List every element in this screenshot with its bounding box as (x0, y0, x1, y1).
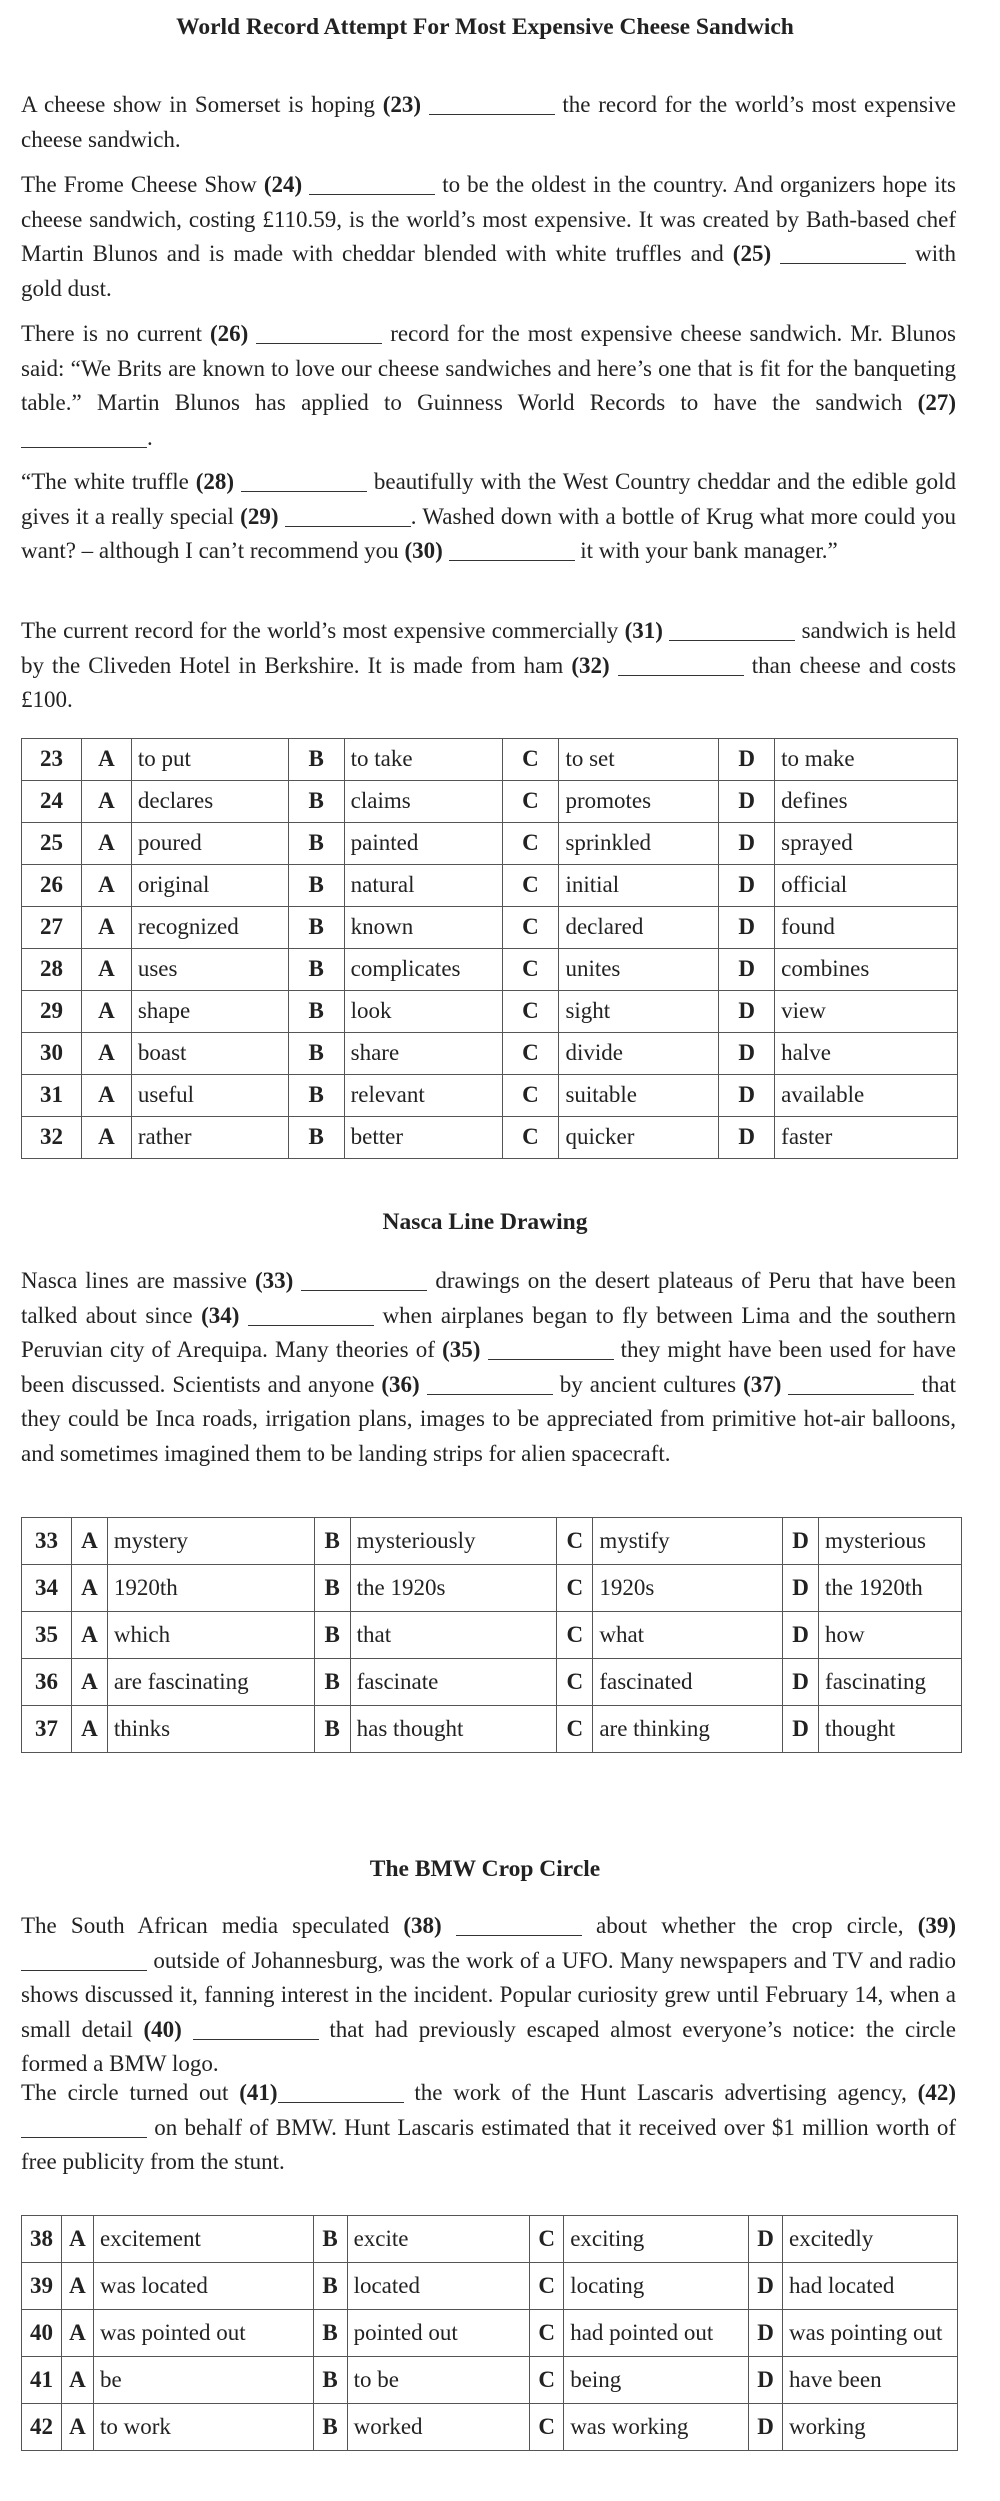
letter-d: D (719, 823, 775, 865)
option-c-32[interactable]: quicker (559, 1117, 719, 1159)
option-a-27[interactable]: recognized (131, 907, 288, 949)
question-row-41 (22, 2357, 958, 2404)
letter-c: C (557, 1518, 593, 1565)
letter-b: B (313, 2404, 347, 2451)
option-c-24[interactable]: promotes (559, 781, 719, 823)
letter-a: A (81, 781, 131, 823)
answer-blank-31[interactable] (669, 618, 795, 641)
question-row-25 (22, 823, 958, 865)
option-a-35[interactable]: which (107, 1612, 314, 1659)
option-b-41[interactable]: to be (347, 2357, 530, 2404)
text: to be the oldest in the country. And organizers hope its cheese sandwich, costing £110.59, is the world’s most expensive. It was created by Bath-based chef Martin Blunos and is made with cheddar blended with white truffles and (21, 172, 956, 266)
letter-a: A (81, 991, 131, 1033)
text: that had previously escaped almost everyone’s notice: the circle formed a BMW logo. (21, 2016, 957, 2076)
option-c-27[interactable]: declared (559, 907, 719, 949)
letter-b: B (288, 781, 344, 823)
option-d-24[interactable]: defines (775, 781, 958, 823)
option-d-42[interactable]: working (783, 2404, 958, 2451)
option-c-23[interactable]: to set (559, 739, 719, 781)
letter-d: D (749, 2357, 783, 2404)
letter-c: C (502, 739, 559, 781)
answer-blank-25[interactable] (780, 241, 906, 264)
text: sandwich is held by the Cliveden Hotel in Berkshire. It is made from ham (21, 618, 957, 678)
question-row-30 (22, 1033, 958, 1075)
option-d-30[interactable]: halve (775, 1033, 958, 1075)
text: “The white truffle (21, 469, 196, 494)
text: it with your bank manager.” (580, 538, 838, 563)
question-number: (37) (743, 1371, 782, 1397)
option-a-38[interactable]: excitement (93, 2216, 313, 2263)
question-row-28 (22, 949, 958, 991)
letter-a: A (81, 1075, 131, 1117)
option-b-30[interactable]: share (344, 1033, 502, 1075)
letter-a: A (81, 1033, 131, 1075)
letter-d: D (783, 1612, 819, 1659)
option-c-35[interactable]: what (593, 1612, 783, 1659)
answer-blank-27[interactable] (21, 425, 147, 448)
text: The circle turned out (21, 2080, 240, 2105)
option-c-38[interactable]: exciting (564, 2216, 749, 2263)
letter-b: B (314, 1612, 350, 1659)
option-b-40[interactable]: pointed out (347, 2310, 530, 2357)
letter-b: B (288, 1033, 344, 1075)
question-number: (33) (254, 1268, 294, 1293)
letter-b: B (314, 1518, 350, 1565)
text: There is no current (21, 321, 210, 346)
text: on behalf of BMW. Hunt Lascaris estimated that it received over $1 million worth of free publicity from the stunt. (21, 2114, 956, 2174)
text: by ancient cultures (559, 1371, 744, 1397)
option-d-33[interactable]: mysterious (819, 1518, 962, 1565)
question-number-cell: 25 (22, 823, 82, 865)
option-c-31[interactable]: suitable (559, 1075, 719, 1117)
letter-a: A (81, 949, 131, 991)
question-number-cell: 31 (22, 1075, 82, 1117)
option-c-36[interactable]: fascinated (593, 1659, 783, 1706)
option-d-25[interactable]: sprayed (775, 823, 958, 865)
text: with gold dust. (21, 241, 956, 301)
letter-d: D (719, 1033, 775, 1075)
letter-d: D (749, 2263, 783, 2310)
option-c-42[interactable]: was working (564, 2404, 749, 2451)
text: the record for the world’s most expensive cheese sandwich. (21, 92, 956, 152)
question-row-33 (22, 1518, 962, 1565)
letter-c: C (530, 2310, 564, 2357)
question-number-cell: 32 (22, 1117, 82, 1159)
question-number: (34) (201, 1302, 240, 1328)
question-number: (24) (263, 172, 303, 197)
letter-d: D (719, 991, 775, 1033)
option-d-37[interactable]: thought (819, 1706, 962, 1753)
letter-d: D (783, 1518, 819, 1565)
letter-b: B (313, 2216, 347, 2263)
question-row-38 (22, 2216, 958, 2263)
option-c-41[interactable]: being (564, 2357, 749, 2404)
option-d-29[interactable]: view (775, 991, 958, 1033)
letter-a: A (61, 2310, 93, 2357)
option-b-24[interactable]: claims (344, 781, 502, 823)
question-number-cell: 35 (22, 1612, 72, 1659)
letter-d: D (719, 865, 775, 907)
text: that they could be Inca roads, irrigation plans, images to be appreciated from primitive hot-air balloons, and sometimes imagined them to be landing strips for alien spacecraft. (21, 1371, 957, 1466)
option-a-28[interactable]: uses (131, 949, 288, 991)
question-number-cell: 29 (22, 991, 82, 1033)
option-a-26[interactable]: original (131, 865, 288, 907)
text: The South African media speculated (21, 1913, 404, 1938)
option-b-42[interactable]: worked (347, 2404, 530, 2451)
letter-c: C (502, 823, 559, 865)
question-number: (29) (240, 503, 279, 529)
question-row-23 (22, 739, 958, 781)
option-a-40[interactable]: was pointed out (93, 2310, 313, 2357)
letter-b: B (314, 1706, 350, 1753)
option-c-33[interactable]: mystify (593, 1518, 783, 1565)
option-d-32[interactable]: faster (775, 1117, 958, 1159)
letter-a: A (81, 907, 131, 949)
text: than cheese and costs £100. (21, 652, 957, 712)
question-number-cell: 34 (22, 1565, 72, 1612)
option-a-24[interactable]: declares (131, 781, 288, 823)
option-b-37[interactable]: has thought (350, 1706, 557, 1753)
option-b-31[interactable]: relevant (344, 1075, 502, 1117)
answer-blank-34[interactable] (248, 1303, 374, 1326)
text: Nasca lines are massive (21, 1268, 255, 1293)
option-d-28[interactable]: combines (775, 949, 958, 991)
option-b-35[interactable]: that (350, 1612, 557, 1659)
option-a-41[interactable]: be (93, 2357, 313, 2404)
letter-c: C (530, 2263, 564, 2310)
text: when airplanes began to fly between Lima and the southern Peruvian city of Arequipa. Many theories of (21, 1302, 957, 1362)
letter-d: D (719, 781, 775, 823)
answer-blank-33[interactable] (301, 1268, 427, 1291)
option-c-40[interactable]: had pointed out (564, 2310, 749, 2357)
letter-b: B (314, 1659, 350, 1706)
answer-blank-40[interactable] (193, 2017, 319, 2040)
question-number-cell: 42 (22, 2404, 62, 2451)
text: about whether the crop circle, (596, 1913, 918, 1938)
question-row-35 (22, 1612, 962, 1659)
question-number: (40) (143, 2016, 182, 2042)
option-b-34[interactable]: the 1920s (350, 1565, 557, 1612)
letter-d: D (783, 1659, 819, 1706)
question-number-cell: 36 (22, 1659, 72, 1706)
option-b-27[interactable]: known (344, 907, 502, 949)
question-number-cell: 37 (22, 1706, 72, 1753)
question-number: (38) (403, 1913, 442, 1938)
paragraph-4 (21, 465, 956, 569)
letter-c: C (557, 1565, 593, 1612)
question-number: (23) (382, 92, 422, 117)
options-table-3 (21, 2215, 958, 2451)
question-number-cell: 38 (22, 2216, 62, 2263)
question-row-36 (22, 1659, 962, 1706)
option-c-37[interactable]: are thinking (593, 1706, 783, 1753)
option-a-31[interactable]: useful (131, 1075, 288, 1117)
letter-a: A (71, 1706, 107, 1753)
answer-blank-32[interactable] (618, 653, 744, 676)
letter-d: D (749, 2404, 783, 2451)
letter-d: D (719, 1117, 775, 1159)
letter-c: C (502, 1033, 559, 1075)
letter-b: B (288, 865, 344, 907)
question-number: (26) (209, 321, 249, 346)
letter-c: C (530, 2357, 564, 2404)
letter-c: C (502, 907, 559, 949)
answer-blank-38[interactable] (456, 1913, 582, 1936)
question-row-31 (22, 1075, 958, 1117)
section-title-cheese: World Record Attempt For Most Expensive Cheese Sandwich (176, 14, 794, 40)
letter-d: D (719, 1075, 775, 1117)
text: beautifully with the West Country cheddar and the edible gold gives it a really special (21, 469, 957, 529)
letter-c: C (502, 781, 559, 823)
answer-blank-28[interactable] (241, 469, 367, 492)
paragraph-1 (21, 88, 956, 157)
question-number: (27) (917, 390, 956, 415)
option-a-39[interactable]: was located (93, 2263, 313, 2310)
question-number-cell: 27 (22, 907, 82, 949)
letter-a: A (61, 2357, 93, 2404)
option-b-38[interactable]: excite (347, 2216, 530, 2263)
option-b-33[interactable]: mysteriously (350, 1518, 557, 1565)
text: the work of the Hunt Lascaris advertising agency, (414, 2080, 918, 2105)
answer-blank-26[interactable] (256, 321, 382, 344)
text: . Washed down with a bottle of Krug what more could you want? – although I can’t recommend you (21, 503, 956, 563)
answer-blank-30[interactable] (449, 538, 575, 561)
question-row-42 (22, 2404, 958, 2451)
option-d-35[interactable]: how (819, 1612, 962, 1659)
paragraph-bmw-1 (21, 1909, 956, 2082)
letter-d: D (719, 739, 775, 781)
letter-d: D (749, 2310, 783, 2357)
letter-b: B (288, 907, 344, 949)
question-number: (32) (571, 652, 610, 678)
answer-blank-23[interactable] (429, 92, 555, 115)
letter-b: B (288, 1075, 344, 1117)
question-number-cell: 39 (22, 2263, 62, 2310)
option-a-33[interactable]: mystery (107, 1518, 314, 1565)
option-c-30[interactable]: divide (559, 1033, 719, 1075)
option-d-38[interactable]: excitedly (783, 2216, 958, 2263)
question-number: (25) (732, 241, 772, 266)
letter-d: D (783, 1706, 819, 1753)
option-a-29[interactable]: shape (131, 991, 288, 1033)
option-a-37[interactable]: thinks (107, 1706, 314, 1753)
letter-a: A (81, 823, 131, 865)
text: they might have been used for have been discussed. Scientists and anyone (21, 1337, 957, 1397)
question-number-cell: 40 (22, 2310, 62, 2357)
letter-a: A (71, 1659, 107, 1706)
letter-a: A (81, 1117, 131, 1159)
option-c-28[interactable]: unites (559, 949, 719, 991)
option-c-25[interactable]: sprinkled (559, 823, 719, 865)
text: The Frome Cheese Show (21, 172, 264, 197)
option-b-28[interactable]: complicates (344, 949, 502, 991)
option-b-26[interactable]: natural (344, 865, 502, 907)
option-c-34[interactable]: 1920s (593, 1565, 783, 1612)
letter-c: C (502, 1117, 559, 1159)
options-table-1 (21, 738, 958, 1159)
letter-b: B (288, 991, 344, 1033)
answer-blank-37[interactable] (788, 1372, 914, 1395)
option-c-26[interactable]: initial (559, 865, 719, 907)
text: outside of Johannesburg, was the work of a UFO. Many newspapers and TV and radio shows discussed it, fanning interest in the incident. Popular curiosity grew until February 14, when a small detail (21, 1947, 956, 2042)
letter-c: C (530, 2404, 564, 2451)
option-d-40[interactable]: was pointing out (783, 2310, 958, 2357)
option-d-27[interactable]: found (775, 907, 958, 949)
letter-c: C (502, 1075, 559, 1117)
text: A cheese show in Somerset is hoping (21, 92, 383, 117)
letter-c: C (530, 2216, 564, 2263)
option-c-39[interactable]: locating (564, 2263, 749, 2310)
answer-blank-42[interactable] (21, 2115, 147, 2138)
letter-c: C (502, 991, 559, 1033)
letter-a: A (71, 1612, 107, 1659)
question-number-cell: 24 (22, 781, 82, 823)
answer-blank-35[interactable] (488, 1337, 614, 1360)
question-row-34 (22, 1565, 962, 1612)
paragraph-5 (21, 614, 956, 718)
question-row-24 (22, 781, 958, 823)
question-row-39 (22, 2263, 958, 2310)
letter-d: D (719, 907, 775, 949)
letter-a: A (81, 865, 131, 907)
letter-b: B (288, 739, 344, 781)
option-b-25[interactable]: painted (344, 823, 502, 865)
option-a-25[interactable]: poured (131, 823, 288, 865)
text: record for the most expensive cheese sandwich. Mr. Blunos said: “We Brits are known to love our cheese sandwiches and here’s one that is fit for the banqueting table.” Martin Blunos has applied to Guinness World Records to have the sandwich (21, 321, 956, 415)
question-number: (35) (442, 1337, 481, 1362)
letter-c: C (557, 1659, 593, 1706)
paragraph-bmw-2 (21, 2076, 956, 2180)
letter-b: B (288, 949, 344, 991)
option-b-36[interactable]: fascinate (350, 1659, 557, 1706)
letter-d: D (719, 949, 775, 991)
text: The current record for the world’s most expensive commercially (21, 618, 625, 643)
option-a-32[interactable]: rather (131, 1117, 288, 1159)
letter-a: A (61, 2216, 93, 2263)
answer-blank-41[interactable] (278, 2080, 404, 2103)
option-b-23[interactable]: to take (344, 739, 502, 781)
option-a-36[interactable]: are fascinating (107, 1659, 314, 1706)
question-number-cell: 26 (22, 865, 82, 907)
option-d-26[interactable]: official (775, 865, 958, 907)
options-table-2 (21, 1517, 962, 1753)
letter-c: C (502, 865, 559, 907)
question-row-26 (22, 865, 958, 907)
question-row-29 (22, 991, 958, 1033)
text: drawings on the desert plateaus of Peru that have been talked about since (21, 1268, 957, 1328)
letter-a: A (61, 2263, 93, 2310)
paragraph-2 (21, 168, 956, 306)
section-title-bmw: The BMW Crop Circle (369, 1856, 601, 1882)
question-number-cell: 41 (22, 2357, 62, 2404)
letter-a: A (81, 739, 131, 781)
letter-a: A (71, 1565, 107, 1612)
letter-c: C (502, 949, 559, 991)
option-d-39[interactable]: had located (783, 2263, 958, 2310)
paragraph-3 (21, 317, 956, 455)
option-c-29[interactable]: sight (559, 991, 719, 1033)
option-b-39[interactable]: located (347, 2263, 530, 2310)
question-number: (28) (195, 469, 235, 494)
question-number: (30) (404, 538, 443, 563)
letter-b: B (288, 1117, 344, 1159)
paragraph-nasca (21, 1264, 956, 1471)
letter-b: B (313, 2263, 347, 2310)
letter-b: B (313, 2357, 347, 2404)
letter-b: B (288, 823, 344, 865)
letter-a: A (61, 2404, 93, 2451)
option-d-31[interactable]: available (775, 1075, 958, 1117)
answer-blank-39[interactable] (21, 1948, 147, 1971)
letter-d: D (783, 1565, 819, 1612)
option-a-23[interactable]: to put (131, 739, 288, 781)
option-a-30[interactable]: boast (131, 1033, 288, 1075)
question-number: (39) (917, 1913, 957, 1938)
option-b-29[interactable]: look (344, 991, 502, 1033)
text: . (147, 424, 153, 450)
question-number: (42) (917, 2080, 956, 2105)
answer-blank-24[interactable] (309, 172, 435, 195)
letter-a: A (71, 1518, 107, 1565)
question-number: (36) (381, 1371, 420, 1397)
letter-c: C (557, 1612, 593, 1659)
option-b-32[interactable]: better (344, 1117, 502, 1159)
letter-b: B (314, 1565, 350, 1612)
question-number: (41) (239, 2080, 278, 2105)
option-d-23[interactable]: to make (775, 739, 958, 781)
option-d-41[interactable]: have been (783, 2357, 958, 2404)
question-number-cell: 33 (22, 1518, 72, 1565)
letter-c: C (557, 1706, 593, 1753)
question-row-27 (22, 907, 958, 949)
question-number-cell: 30 (22, 1033, 82, 1075)
letter-b: B (313, 2310, 347, 2357)
option-d-36[interactable]: fascinating (819, 1659, 962, 1706)
section-title-nasca: Nasca Line Drawing (382, 1209, 588, 1235)
answer-blank-29[interactable] (285, 504, 411, 527)
question-row-32 (22, 1117, 958, 1159)
letter-d: D (749, 2216, 783, 2263)
question-number-cell: 28 (22, 949, 82, 991)
option-a-42[interactable]: to work (93, 2404, 313, 2451)
answer-blank-36[interactable] (427, 1372, 553, 1395)
question-number: (31) (624, 618, 663, 643)
option-a-34[interactable]: 1920th (107, 1565, 314, 1612)
question-row-40 (22, 2310, 958, 2357)
option-d-34[interactable]: the 1920th (819, 1565, 962, 1612)
question-row-37 (22, 1706, 962, 1753)
question-number-cell: 23 (22, 739, 82, 781)
